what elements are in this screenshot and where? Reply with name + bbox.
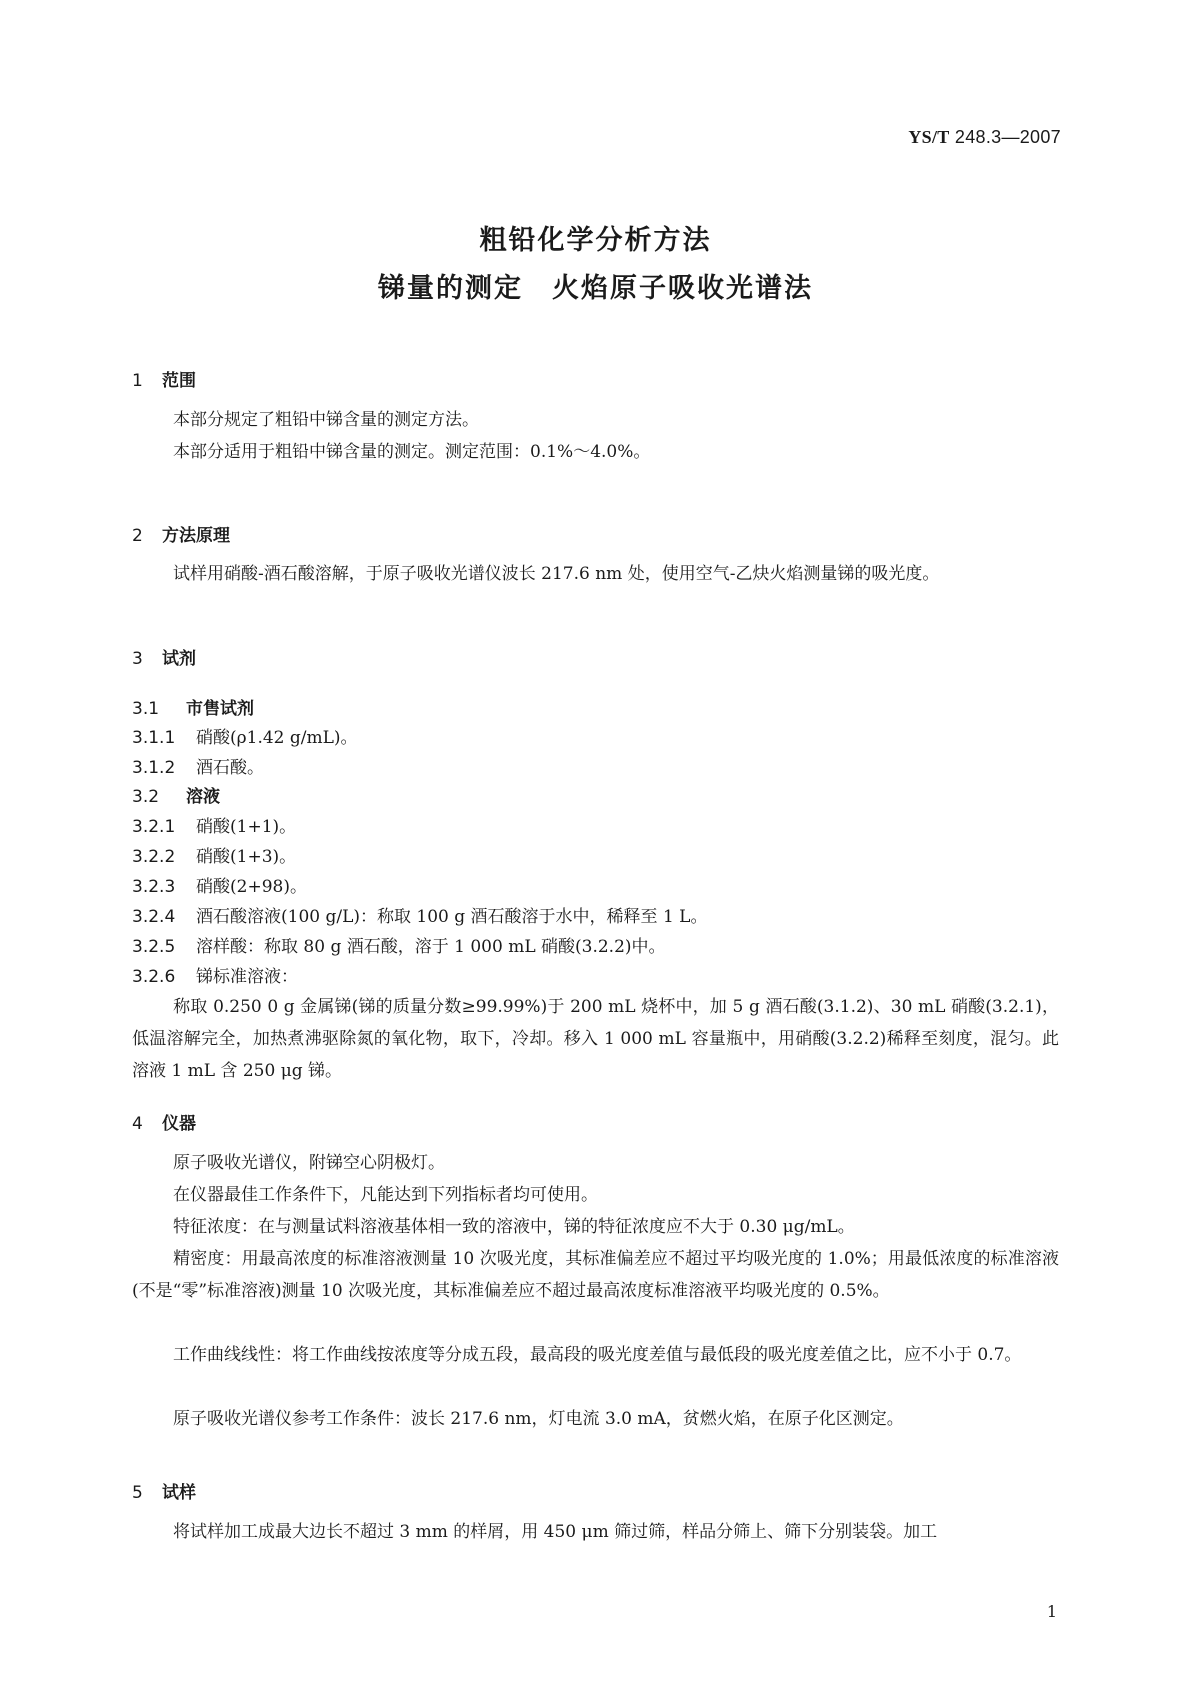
standard-prefix: YS/T bbox=[908, 127, 950, 147]
clause-3-2-6-paragraph: 称取 0.250 0 g 金属锑(锑的质量分数≥99.99%)于 200 mL 烧杯中，加 5 g 酒石酸(3.1.2)、30 mL 硝酸(3.2.1)，低温溶解完全，加热煮沸驱除氮的氧化物，取下，冷却。移入 1 000 mL 容量瓶中，用硝酸(3.2.2)稀释至刻度，混匀。此溶液 1 mL 含 250 μg 锑。 bbox=[132, 997, 1059, 1081]
section-number: 5 bbox=[132, 1483, 143, 1503]
section-4-paragraph-6: 原子吸收光谱仪参考工作条件：波长 217.6 nm，灯电流 3.0 mA，贫燃火焰，在原子化区测定。 bbox=[173, 1409, 904, 1429]
section-4-paragraph-4: 精密度：用最高浓度的标准溶液测量 10 次吸光度，其标准偏差应不超过平均吸光度的 1.0%；用最低浓度的标准溶液(不是“零”标准溶液)测量 10 次吸光度，其标准偏差应不超过最高浓度标准溶液平均吸光度的 0.5%。 bbox=[132, 1249, 1059, 1301]
title-line-2: 锑量的测定 火焰原子吸收光谱法 bbox=[378, 273, 813, 304]
section-title: 仪器 bbox=[162, 1114, 196, 1134]
section-title: 范围 bbox=[162, 371, 196, 391]
clause-3-1: 3.1 市售试剂 bbox=[132, 699, 254, 719]
section-4-heading bbox=[132, 1109, 196, 1134]
section-2-heading bbox=[132, 521, 230, 546]
section-4-paragraph-3: 特征浓度：在与测量试料溶液基体相一致的溶液中，锑的特征浓度应不大于 0.30 μg/mL。 bbox=[173, 1217, 855, 1237]
section-1-heading bbox=[132, 366, 196, 391]
title-line-1: 粗铅化学分析方法 bbox=[479, 225, 712, 256]
clause-3-2-5: 3.2.5 溶样酸：称取 80 g 酒石酸，溶于 1 000 mL 硝酸(3.2.2)中。 bbox=[132, 937, 666, 957]
section-4-paragraph-5: 工作曲线线性：将工作曲线按浓度等分成五段，最高段的吸光度差值与最低段的吸光度差值之比，应不小于 0.7。 bbox=[173, 1345, 1022, 1365]
section-5-paragraph-1: 将试样加工成最大边长不超过 3 mm 的样屑，用 450 μm 筛过筛，样品分筛上、筛下分别装袋。加工 bbox=[173, 1522, 938, 1542]
section-title: 试样 bbox=[162, 1483, 196, 1503]
section-2-paragraph-1: 试样用硝酸-酒石酸溶解，于原子吸收光谱仪波长 217.6 nm 处，使用空气-乙炔火焰测量锑的吸光度。 bbox=[173, 564, 940, 584]
section-5-heading bbox=[132, 1478, 196, 1503]
standard-number bbox=[908, 127, 1061, 148]
clause-3-2-2: 3.2.2 硝酸(1+3)。 bbox=[132, 847, 297, 867]
standard-code: 248.3—2007 bbox=[954, 127, 1061, 147]
clause-3-1-2: 3.1.2 酒石酸。 bbox=[132, 758, 264, 778]
clause-3-2-3: 3.2.3 硝酸(2+98)。 bbox=[132, 877, 307, 897]
clause-3-2-4: 3.2.4 酒石酸溶液(100 g/L)：称取 100 g 酒石酸溶于水中，稀释至 1 L。 bbox=[132, 907, 708, 927]
section-3-heading bbox=[132, 644, 196, 669]
section-number: 4 bbox=[132, 1114, 143, 1134]
section-1-paragraph-2: 本部分适用于粗铅中锑含量的测定。测定范围：0.1%～4.0%。 bbox=[173, 442, 651, 462]
section-1-paragraph-1: 本部分规定了粗铅中锑含量的测定方法。 bbox=[173, 410, 479, 430]
clause-3-1-1: 3.1.1 硝酸(ρ1.42 g/mL)。 bbox=[132, 728, 358, 748]
section-number: 3 bbox=[132, 649, 143, 669]
clause-3-2-1: 3.2.1 硝酸(1+1)。 bbox=[132, 817, 297, 837]
section-title: 方法原理 bbox=[162, 526, 230, 546]
page-number: 1 bbox=[1046, 1602, 1057, 1621]
clause-3-2-6: 3.2.6 锑标准溶液： bbox=[132, 967, 298, 987]
section-4-paragraph-2: 在仪器最佳工作条件下，凡能达到下列指标者均可使用。 bbox=[173, 1185, 598, 1205]
section-number: 2 bbox=[132, 526, 143, 546]
section-number: 1 bbox=[132, 371, 143, 391]
section-title: 试剂 bbox=[162, 649, 196, 669]
section-4-paragraph-1: 原子吸收光谱仪，附锑空心阴极灯。 bbox=[173, 1153, 445, 1173]
clause-3-2: 3.2 溶液 bbox=[132, 787, 220, 807]
